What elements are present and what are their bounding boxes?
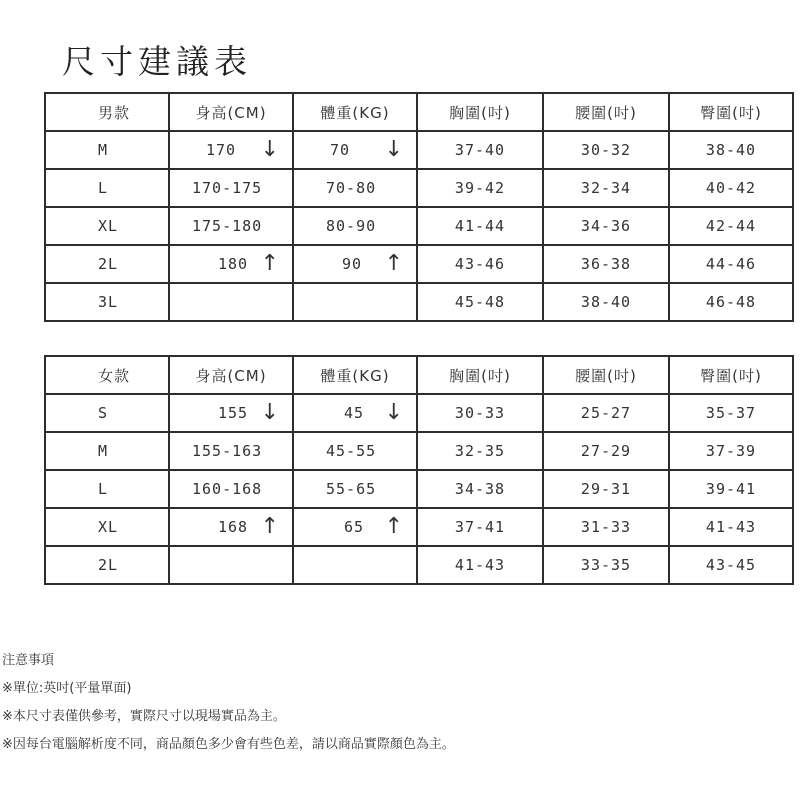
page-title: 尺寸建議表 [62, 42, 252, 81]
header-hip: 臀圍(吋) [669, 356, 793, 394]
header-hip: 臀圍(吋) [669, 93, 793, 131]
table-row [45, 131, 793, 169]
height-cell [169, 207, 293, 245]
height-value: 170-175 [192, 179, 263, 197]
up-arrow-icon: ↑ [384, 514, 404, 539]
men-size-table [44, 92, 794, 322]
waist-cell: 38-40 [543, 283, 669, 321]
waist-cell: 32-34 [543, 169, 669, 207]
weight-cell [293, 245, 417, 283]
table-row [45, 245, 793, 283]
chest-cell: 41-43 [417, 546, 543, 584]
waist-cell: 31-33 [543, 508, 669, 546]
header-height: 身高(CM) [169, 356, 293, 394]
weight-cell [293, 169, 417, 207]
size-cell: L [45, 470, 169, 508]
hip-cell: 40-42 [669, 169, 793, 207]
chest-cell: 43-46 [417, 245, 543, 283]
table-row [45, 546, 793, 584]
chest-cell: 30-33 [417, 394, 543, 432]
height-value: 170 [206, 141, 237, 159]
weight-cell [293, 470, 417, 508]
height-value: 168 [218, 518, 249, 536]
weight-cell [293, 432, 417, 470]
height-cell [169, 508, 293, 546]
chest-cell: 45-48 [417, 283, 543, 321]
hip-cell: 38-40 [669, 131, 793, 169]
weight-value: 45-55 [326, 442, 377, 460]
weight-value: 45 [344, 404, 365, 422]
table-header-row [45, 356, 793, 394]
note-item: ※單位:英吋(平量單面) [2, 681, 132, 696]
size-cell: XL [45, 508, 169, 546]
weight-value: 90 [342, 255, 363, 273]
size-cell: M [45, 432, 169, 470]
hip-cell: 44-46 [669, 245, 793, 283]
down-arrow-icon: ↓ [384, 400, 404, 425]
hip-cell: 46-48 [669, 283, 793, 321]
hip-cell: 39-41 [669, 470, 793, 508]
height-cell [169, 470, 293, 508]
table-row [45, 283, 793, 321]
waist-cell: 34-36 [543, 207, 669, 245]
hip-cell: 43-45 [669, 546, 793, 584]
weight-value: 70-80 [326, 179, 377, 197]
up-arrow-icon: ↑ [260, 514, 280, 539]
weight-value: 70 [330, 141, 351, 159]
table-row [45, 470, 793, 508]
up-arrow-icon: ↑ [384, 251, 404, 276]
note-item: ※本尺寸表僅供參考，實際尺寸以現場實品為主。 [2, 709, 286, 724]
down-arrow-icon: ↓ [260, 137, 280, 162]
size-cell: 2L [45, 546, 169, 584]
header-height: 身高(CM) [169, 93, 293, 131]
weight-value: 65 [344, 518, 365, 536]
header-waist: 腰圍(吋) [543, 93, 669, 131]
weight-cell [293, 546, 417, 584]
weight-cell [293, 394, 417, 432]
height-cell [169, 432, 293, 470]
hip-cell: 35-37 [669, 394, 793, 432]
size-cell: S [45, 394, 169, 432]
weight-cell [293, 131, 417, 169]
waist-cell: 33-35 [543, 546, 669, 584]
height-cell [169, 394, 293, 432]
men-label: 男款 [45, 93, 169, 131]
chest-cell: 37-41 [417, 508, 543, 546]
chest-cell: 41-44 [417, 207, 543, 245]
height-value: 155-163 [192, 442, 263, 460]
weight-cell [293, 508, 417, 546]
hip-cell: 41-43 [669, 508, 793, 546]
notes-heading: 注意事項 [2, 653, 55, 668]
hip-cell: 37-39 [669, 432, 793, 470]
height-value: 180 [218, 255, 249, 273]
height-cell [169, 283, 293, 321]
height-cell [169, 169, 293, 207]
chest-cell: 37-40 [417, 131, 543, 169]
waist-cell: 30-32 [543, 131, 669, 169]
size-cell: XL [45, 207, 169, 245]
size-cell: 2L [45, 245, 169, 283]
notes-section [2, 650, 455, 762]
chest-cell: 39-42 [417, 169, 543, 207]
up-arrow-icon: ↑ [260, 251, 280, 276]
size-cell: M [45, 131, 169, 169]
size-cell: L [45, 169, 169, 207]
size-cell: 3L [45, 283, 169, 321]
header-chest: 胸圍(吋) [417, 356, 543, 394]
weight-value: 55-65 [326, 480, 377, 498]
table-row [45, 508, 793, 546]
height-value: 175-180 [192, 217, 263, 235]
height-cell [169, 131, 293, 169]
height-cell [169, 546, 293, 584]
table-row [45, 169, 793, 207]
women-label: 女款 [45, 356, 169, 394]
weight-value: 80-90 [326, 217, 377, 235]
hip-cell: 42-44 [669, 207, 793, 245]
waist-cell: 25-27 [543, 394, 669, 432]
waist-cell: 36-38 [543, 245, 669, 283]
waist-cell: 27-29 [543, 432, 669, 470]
down-arrow-icon: ↓ [384, 137, 404, 162]
header-waist: 腰圍(吋) [543, 356, 669, 394]
weight-cell [293, 207, 417, 245]
height-value: 155 [218, 404, 249, 422]
header-weight: 體重(KG) [293, 93, 417, 131]
table-row [45, 432, 793, 470]
header-weight: 體重(KG) [293, 356, 417, 394]
women-size-table [44, 355, 794, 585]
table-row [45, 207, 793, 245]
note-item: ※因每台電腦解析度不同，商品顏色多少會有些色差，請以商品實際顏色為主。 [2, 737, 455, 752]
height-cell [169, 245, 293, 283]
waist-cell: 29-31 [543, 470, 669, 508]
chest-cell: 32-35 [417, 432, 543, 470]
table-header-row [45, 93, 793, 131]
weight-cell [293, 283, 417, 321]
table-row [45, 394, 793, 432]
header-chest: 胸圍(吋) [417, 93, 543, 131]
chest-cell: 34-38 [417, 470, 543, 508]
down-arrow-icon: ↓ [260, 400, 280, 425]
height-value: 160-168 [192, 480, 263, 498]
